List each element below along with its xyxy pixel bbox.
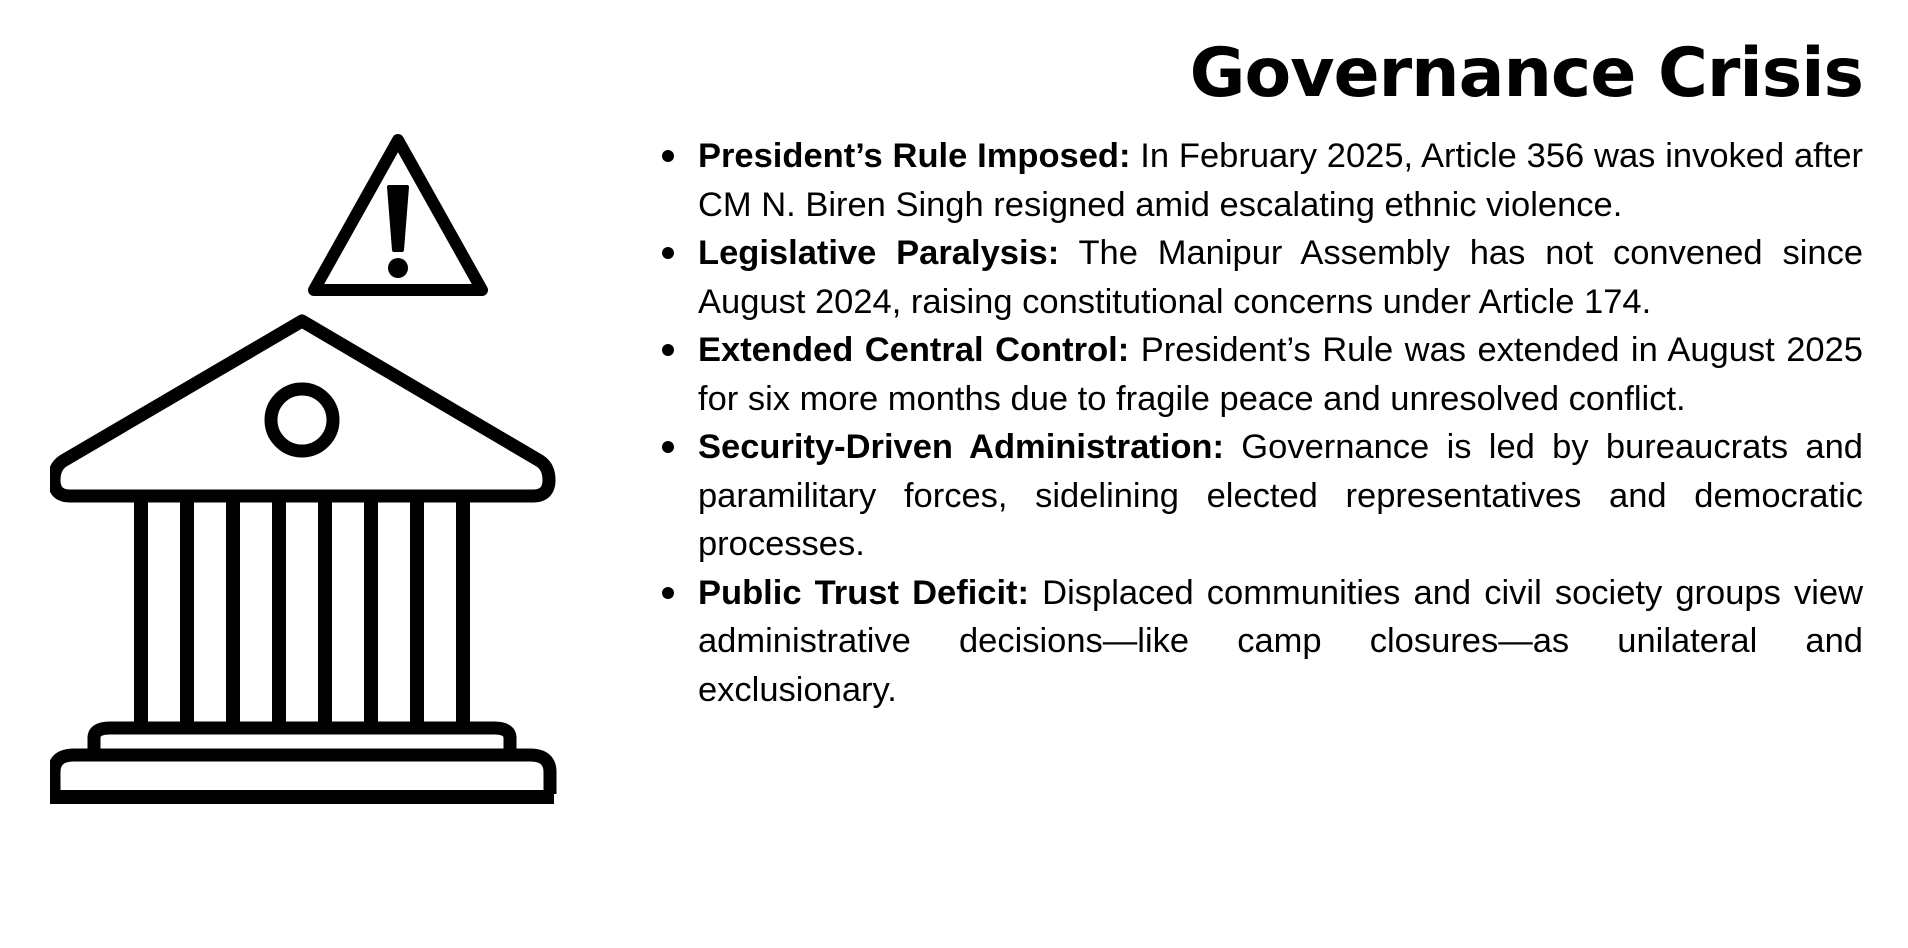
bullet-heading: Public Trust Deficit: [698, 573, 1030, 612]
bullet-dot [662, 247, 674, 259]
warning-triangle-icon [314, 140, 482, 290]
bullet-item-security-driven-administration [660, 423, 1863, 569]
bullet-body: Governance is led by bureaucrats and paramilitary forces, sidelining elected representatives and democratic processes. [698, 428, 1863, 563]
bullet-item-presidents-rule [660, 132, 1863, 229]
bullet-dot [662, 150, 674, 162]
bullet-dot [662, 344, 674, 356]
bullet-list [660, 132, 1863, 714]
slide-title: Governance Crisis [1189, 34, 1863, 113]
bullet-dot [662, 441, 674, 453]
bullet-heading: Legislative Paralysis: [698, 234, 1060, 272]
government-building-icon [50, 321, 554, 804]
bullet-body: President’s Rule was extended in August 2025 for six more months due to fragile peace and unresolved conflict. [698, 331, 1863, 418]
government-building-warning-icon [50, 130, 560, 820]
bullet-heading: Security-Driven Administration: [698, 428, 1224, 466]
bullet-item-public-trust-deficit [660, 569, 1863, 715]
bullet-item-legislative-paralysis [660, 229, 1863, 326]
bullet-item-extended-central-control [660, 326, 1863, 423]
bullet-body: In February 2025, Article 356 was invoked after CM N. Biren Singh resigned amid escalating ethnic violence. [698, 137, 1863, 224]
bullet-heading: President’s Rule Imposed: [698, 137, 1131, 175]
bullet-dot [662, 587, 674, 599]
bullet-heading: Extended Central Control: [698, 331, 1130, 369]
bullet-body: The Manipur Assembly has not convened since August 2024, raising constitutional concerns under Article 174. [698, 234, 1864, 321]
bullet-body: Displaced communities and civil society groups view administrative decisions—like camp closures—as unilateral and exclusionary. [698, 573, 1863, 709]
